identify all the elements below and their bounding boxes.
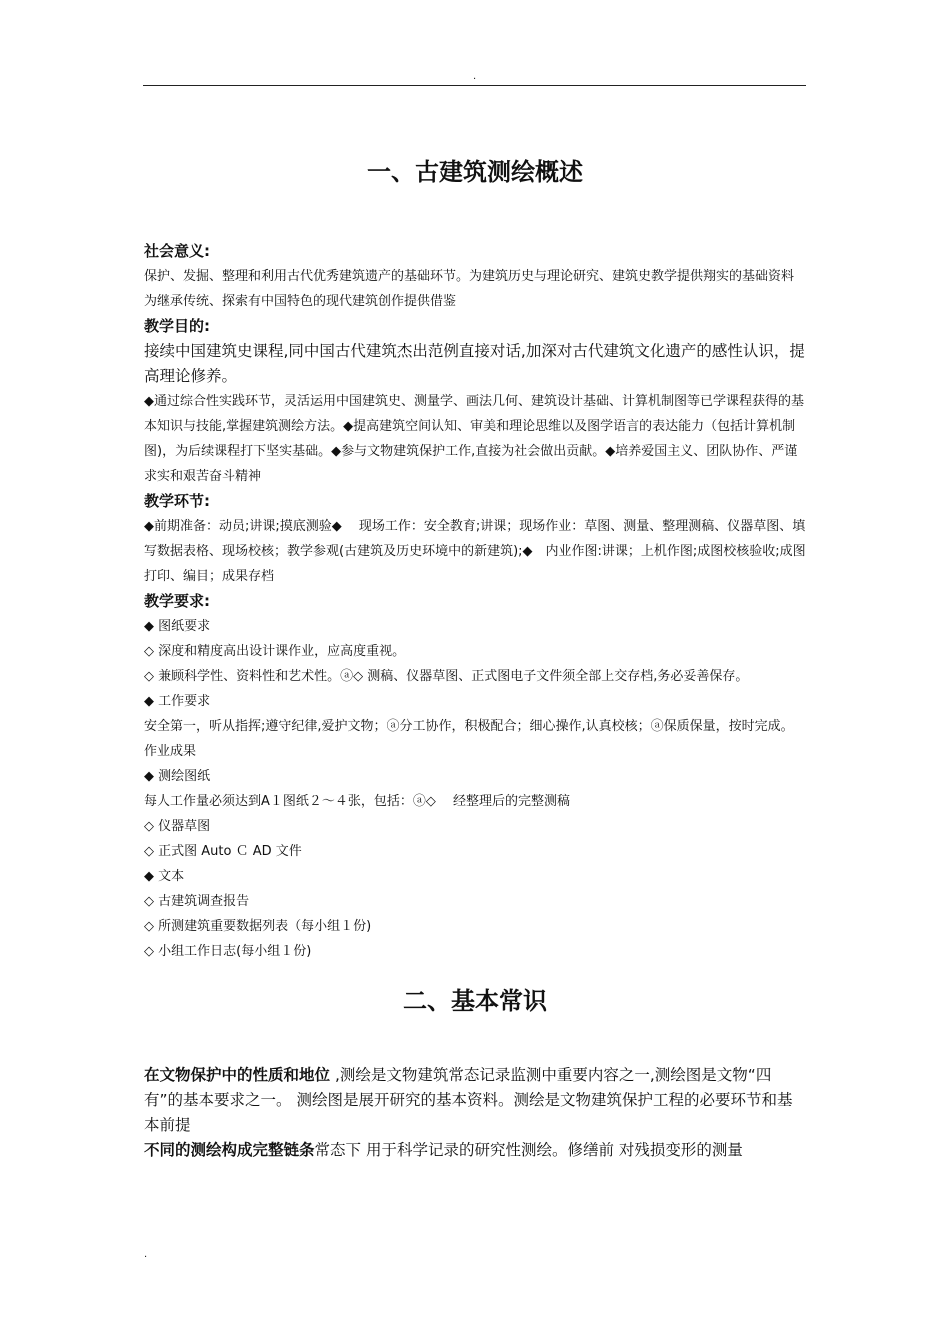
paragraph-2-text: 常态下 用于科学记录的研究性测绘。修缮前 对残损变形的测量 bbox=[314, 1141, 743, 1159]
result-line: ◇ 古建筑调查报告 bbox=[144, 894, 250, 909]
result-line: ◇ 正式图 Auto Ｃ AD 文件 bbox=[144, 844, 302, 859]
purpose-heading: 教学目的: bbox=[144, 317, 210, 335]
section2-title: 二、基本常识 bbox=[403, 987, 547, 1015]
result-line: ◇ 所测建筑重要数据列表（每小组１份) bbox=[144, 919, 372, 934]
social-text: 保护、发掘、整理和利用古代优秀建筑遗产的基础环节。为建筑历史与理论研究、建筑史教学提供翔实的基础资料为继承传统、探索有中国特色的现代建筑创作提供借鉴 bbox=[144, 269, 795, 309]
header-dot: . bbox=[473, 71, 477, 82]
work-requirement-text: 安全第一，听从指挥;遵守纪律,爱护文物；ⓐ分工协作，积极配合；细心操作,认真校核；ⓐ保质保量，按时完成。 bbox=[144, 719, 794, 734]
social-heading: 社会意义: bbox=[144, 242, 210, 260]
purpose-detail: ◆通过综合性实践环节，灵活运用中国建筑史、测量学、画法几何、建筑设计基础、计算机制图等已学课程获得的基本知识与技能,掌握建筑测绘方法。◆提高建筑空间认知、审美和理论思维以及图学语言的表达能力（包括计算机制图)，为后续课程打下坚实基础。◆参与文物建筑保护工作,直接为社会做出贡献。◆培养爱国主义、团队协作、严谨求实和艰苦奋斗精神 bbox=[144, 394, 804, 484]
requirement-line: ◆ 工作要求 bbox=[144, 694, 211, 709]
document-body bbox=[144, 150, 806, 1163]
result-line: ◇ 仪器草图 bbox=[144, 819, 211, 834]
purpose-text: 接续中国建筑史课程,同中国古代建筑杰出范例直接对话,加深对古代建筑文化遗产的感性认识，提高理论修养。 bbox=[144, 342, 805, 385]
requirement-line: ◇ 深度和精度高出设计课作业，应高度重视。 bbox=[144, 644, 406, 659]
result-line: 每人工作量必须达到A１图纸２～４张，包括：ⓐ◇ 经整理后的完整测稿 bbox=[144, 794, 571, 809]
result-line: 作业成果 bbox=[144, 744, 197, 759]
process-heading: 教学环节: bbox=[144, 492, 210, 510]
requirement-line: ◇ 兼顾科学性、资料性和艺术性。ⓐ◇ 测稿、仪器草图、正式图电子文件须全部上交存档,务必妥善保存。 bbox=[144, 669, 749, 684]
result-line: ◇ 小组工作日志(每小组１份) bbox=[144, 944, 312, 959]
result-line: ◆ 测绘图纸 bbox=[144, 769, 211, 784]
section2-paragraph-1 bbox=[144, 1063, 806, 1138]
process-text: ◆前期准备：动员;讲课;摸底测验◆ 现场工作：安全教育;讲课；现场作业：草图、测量、整理测稿、仪器草图、填写数据表格、现场校核；教学参观(古建筑及历史环境中的新建筑);◆ 内业作图:讲课；上机作图;成图校核验收;成图打印、编目；成果存档 bbox=[144, 519, 806, 584]
requirements-heading: 教学要求: bbox=[144, 592, 210, 610]
footer-dot: . bbox=[144, 1249, 148, 1260]
requirement-line: ◆ 图纸要求 bbox=[144, 619, 211, 634]
header-rule bbox=[143, 85, 806, 86]
result-line: ◆ 文本 bbox=[144, 869, 185, 884]
section1-title: 一、古建筑测绘概述 bbox=[367, 158, 583, 186]
paragraph-1-text: ,测绘是文物建筑常态记录监测中重要内容之一,测绘图是文物“四有”的基本要求之一。 测绘图是展开研究的基本资料。测绘是文物建筑保护工程的必要环节和基本前提 bbox=[144, 1066, 793, 1134]
paragraph-2-lead: 不同的测绘构成完整链条 bbox=[144, 1141, 315, 1159]
paragraph-1-lead: 在文物保护中的性质和地位 bbox=[144, 1066, 331, 1084]
section2-paragraph-2 bbox=[144, 1138, 806, 1163]
